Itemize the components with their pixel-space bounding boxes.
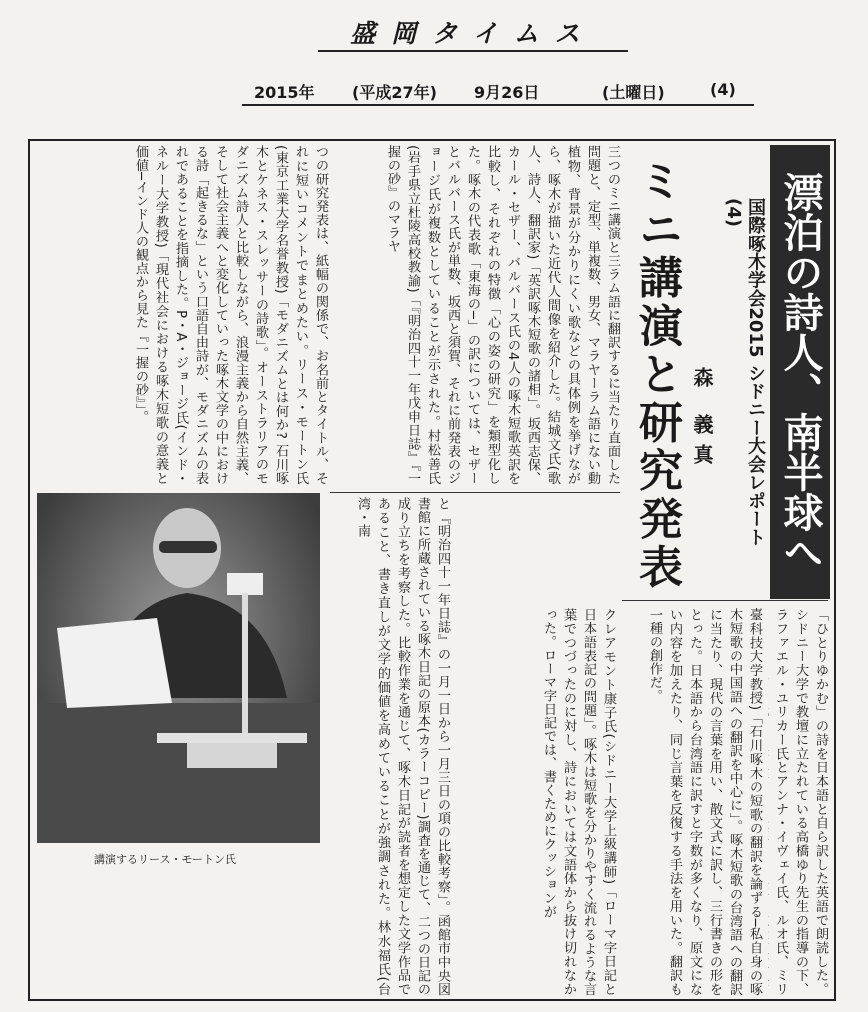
speaker-photo-image: [37, 493, 320, 843]
article-column: 臺科技大学教授)「石川啄木の短歌の翻訳を論ずる─私自身の啄木短歌の中国語への翻訳を中心に」。啄木短歌の台湾語への翻訳に当たり、現代の言葉を用い、散文式に訳し、三行書きの形をとった。日本語から台湾語に訳すと字数が多くなり、原文にない内容を加えたり、同じ言葉を反復する手法を用いた。翻訳も一種の創作だ。: [647, 608, 762, 996]
subheadline: 国際啄木学会2015 シドニー大会レポート(4): [723, 198, 766, 546]
column-divider: [330, 492, 620, 493]
headline-secondary: ミニ講演と研究発表: [631, 158, 682, 588]
date-year: 2015年: [254, 83, 315, 102]
headline-main: 漂泊の詩人、南半球へ: [770, 145, 830, 599]
speaker-photo: [37, 493, 320, 843]
date-day: 9月26日: [474, 83, 540, 102]
column-divider: [622, 600, 828, 601]
masthead: [318, 14, 628, 54]
article-column: と『明治四十一年日誌』の一月一日から一月三日の項の比較考察」。函館市中央図書館に所蔵されている啄木日記の原本(カラーコピー)調査を通じて、二つの日記の成り立ちを考察した。比較作業を通じて、啄木日記が読者を想定した文学作品であること、書き直しが文学的価値を高めていることが強調された。林水福氏(台湾・南: [355, 497, 450, 996]
photo-caption: 講演するリース・モートン氏: [94, 853, 237, 866]
article-column: 「ひとりゆかむ」の詩を日本語と自ら訳した英語で朗読した。シドニー大学で教壇に立たれている高橋ゆり先生の指導の下、ラファエル・ユリカー氏とアンナ・イヴェイ氏、ルオ氏、ミリ: [773, 608, 828, 996]
date-weekday: (土曜日): [602, 83, 665, 102]
date-era: (平成27年): [352, 83, 437, 102]
newspaper-name: 盛岡タイムス: [350, 19, 596, 48]
byline: 森 義真: [690, 367, 714, 474]
dateline: [242, 78, 754, 106]
article-column: 三つのミニ講演と三ラム語に翻訳するに当たり直面した問題と、定型、単複数、男女、マラヤーラム語にない動植物、背景が分かりにくい歌などの具体例を挙げながら、啄木が描いた近代人間像を紹介した。結城文氏(歌人、詩人、翻訳家)「英訳啄木短歌の諸相」。坂西志保、カール・セザー、バルバース氏の4人の啄木短歌英訳を比較し、それぞれの特徴「心の姿の研究」を類型化した。啄木の代表歌「東海の─」の訳については、セザーとバルバース氏が単数、坂西と須賀、それに前発表のジョージ氏が複数としていることが示された。村松善氏(岩手県立杜陵高校教諭)「『明治四十一年戊申日誌』『一握の砂』のマラヤ: [385, 145, 620, 485]
article-column: クレアモント康子氏(シドニー大学上級講師)「ローマ字日記と日本語表記の問題」。啄木は短歌を分かりやすく流れるような言葉でつづったのに対し、詩においては文語体から抜け切れなかった。ローマ字日記では、書くためにクッションが: [541, 608, 616, 996]
masthead-rule: [318, 50, 628, 52]
page-number: (4): [710, 80, 736, 99]
article-column: つの研究発表は、紙幅の関係で、お名前とタイトル、それに短いコメントでまとめたい。リース・モートン氏(東京工業大学名誉教授)「モダニズムとは何か? 石川啄木とケネス・スレッサーの詩歌」。オーストラリアのモダニズム詩人と比較しながら、浪漫主義から自然主義、そして社会主義へと変化していった啄木文学の中における詩「起きるな」という口語自由詩が、モダニズムの表れであることを指摘した。P・A・ジョージ氏(インド・ネルー大学教授)「現代社会における啄木短歌の意義と価値─インド人の観点から見た『一握の砂』」。: [133, 145, 328, 485]
